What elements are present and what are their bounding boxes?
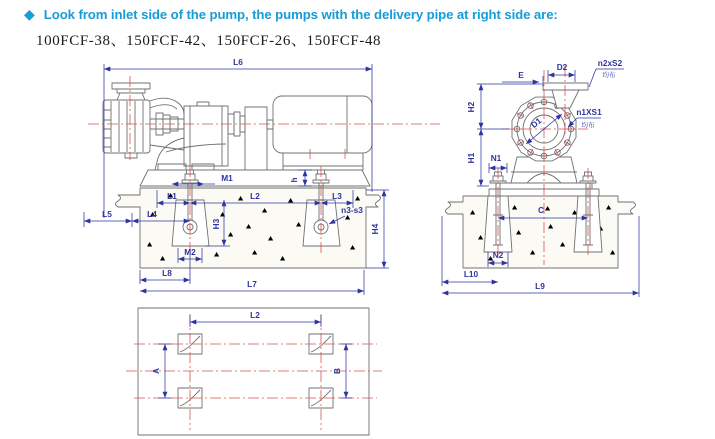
pump-model-list: 100FCF-38、150FCF-42、150FCF-26、150FCF-48 [36, 33, 382, 49]
pump-casing [103, 83, 150, 158]
dim-label-h1: H1 [466, 152, 476, 164]
dim-label-h: h [289, 177, 299, 183]
discharge-flange [543, 83, 588, 90]
anchor-hole [574, 196, 602, 252]
dim-label-d1: D1 [528, 115, 544, 130]
foundation-plan-view [126, 308, 382, 435]
dim-label-l9: L9 [535, 281, 545, 291]
baseplate-side [140, 170, 370, 186]
dim-label-c: C [538, 205, 544, 215]
dim-label-h3: H3 [211, 218, 221, 230]
anchor-hole [484, 196, 512, 252]
motor [228, 96, 372, 170]
dim-label-l10: L10 [463, 269, 479, 279]
dim-label-plan-l2: L2 [250, 310, 260, 320]
dim-label-l1: L1 [167, 191, 177, 201]
dim-label-l4: L4 [147, 209, 157, 219]
bearing-frame [150, 98, 232, 170]
dim-label-l3: L3 [332, 191, 342, 201]
dim-label-n3-s3: n3-s3 [341, 205, 363, 215]
dim-label-n2: N2 [492, 250, 504, 260]
discharge-neck [552, 90, 579, 108]
dim-label-m2: M2 [184, 247, 196, 257]
dim-label-h2: H2 [466, 101, 476, 113]
dim-label-n1xs1: n1XS1 [576, 107, 602, 117]
anchor-hole [303, 200, 340, 246]
dim-label-evenly-top: 均布 [602, 72, 616, 79]
bullet-diamond-icon: ◆ [24, 6, 35, 22]
dim-label-l6: L6 [233, 57, 243, 67]
dim-label-d2: D2 [556, 62, 568, 72]
dim-label-l2: L2 [250, 191, 260, 201]
dim-label-l5: L5 [102, 209, 112, 219]
dim-label-evenly-mid: 均布 [581, 122, 595, 129]
dim-label-a: A [151, 368, 161, 374]
dim-label-h4: H4 [370, 223, 380, 235]
dim-label-l8: L8 [162, 268, 172, 278]
dim-label-n1: N1 [490, 153, 502, 163]
dim-label-m1: M1 [221, 173, 233, 183]
anchor-hole [172, 200, 209, 246]
dim-label-b: B [332, 368, 342, 374]
dim-label-n2xs2: n2xS2 [597, 58, 623, 68]
pump-side-view [84, 57, 440, 295]
dim-label-l7: L7 [247, 279, 257, 289]
note-title: Look from inlet side of the pump, the pumps with the delivery pipe at right side are: [43, 7, 558, 22]
dim-label-e: E [518, 70, 524, 80]
pump-end-view [442, 58, 639, 297]
